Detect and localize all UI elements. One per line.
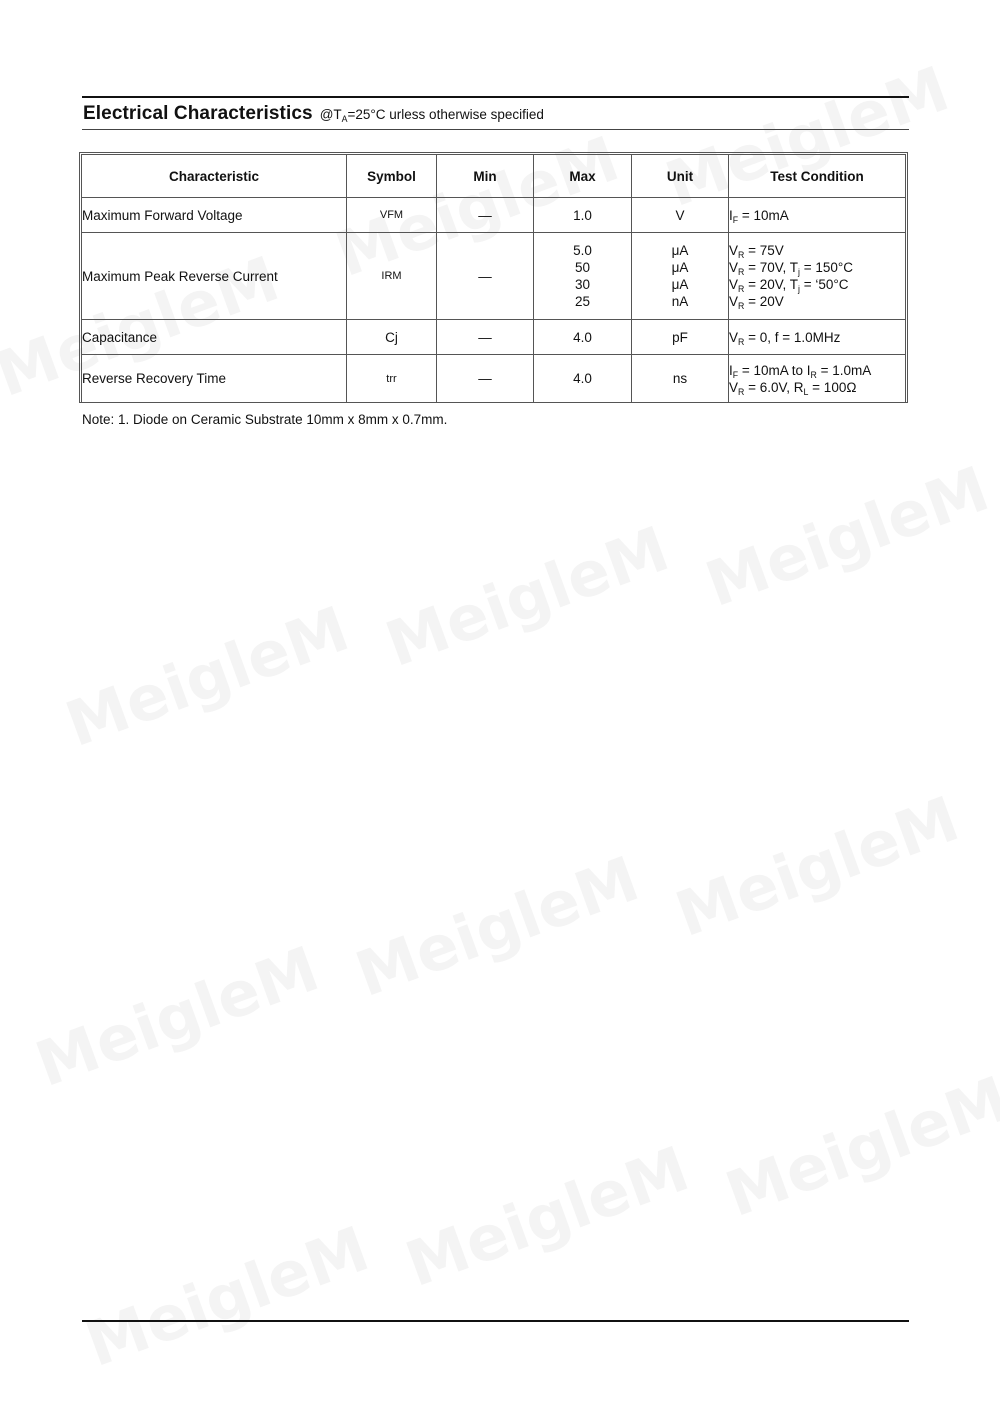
cond-subscript: R — [738, 336, 745, 347]
watermark — [666, 782, 968, 951]
cond-subscript: R — [810, 369, 817, 380]
table-row — [82, 198, 906, 233]
cond-symbol: V — [729, 243, 739, 258]
cond-symbol: I — [729, 207, 733, 223]
cell-test-condition — [729, 198, 906, 233]
unit-value: μA — [671, 277, 689, 292]
watermark — [396, 1132, 698, 1301]
watermark — [376, 512, 678, 681]
max-value: 5.0 — [573, 243, 592, 258]
cell-min: — — [437, 355, 534, 403]
cell-symbol: IRM — [347, 233, 437, 320]
cond-symbol: V — [729, 260, 739, 275]
header-characteristic: Characteristic — [82, 155, 347, 198]
cell-unit: ns — [632, 355, 729, 403]
cond-symbol: I — [729, 362, 733, 378]
cond-subscript: L — [803, 386, 809, 397]
max-value: 50 — [574, 260, 591, 275]
table-row — [82, 233, 906, 320]
condition-suffix: =25°C urless otherwise specified — [347, 107, 544, 122]
characteristics-table — [81, 154, 906, 403]
cell-characteristic: Capacitance — [82, 320, 347, 355]
cond-symbol: V — [729, 277, 739, 292]
condition-line — [729, 242, 905, 259]
cond-text: = 6.0V, R — [744, 379, 804, 395]
cell-symbol: Cj — [347, 320, 437, 355]
table-header-row — [82, 155, 906, 198]
top-rule — [82, 96, 909, 98]
cond-subscript: R — [738, 386, 745, 397]
cell-min: — — [437, 233, 534, 320]
cond-symbol: V — [729, 329, 739, 345]
header-min: Min — [437, 155, 534, 198]
cond-subscript: j — [798, 267, 800, 278]
cond-text: = 150°C — [799, 260, 854, 275]
cond-symbol: V — [729, 294, 739, 309]
cond-text: = 20V — [744, 294, 784, 309]
cond-text: = 0, f = 1.0MHz — [744, 329, 841, 345]
cond-subscript: j — [798, 284, 800, 295]
cond-text: = 75V — [744, 243, 784, 258]
cell-unit: pF — [632, 320, 729, 355]
cond-text: = 10mA — [738, 207, 789, 223]
cond-text: = ‘50°C — [799, 277, 849, 292]
heading-underline — [82, 129, 909, 130]
characteristics-table-frame — [79, 152, 908, 403]
table-note: Note: 1. Diode on Ceramic Substrate 10mm x 8mm x 0.7mm. — [82, 412, 448, 427]
condition-line — [729, 362, 905, 379]
watermark — [716, 1062, 1000, 1231]
cond-subscript: R — [738, 250, 745, 261]
cond-text: = 100Ω — [808, 379, 857, 395]
cond-symbol: V — [729, 379, 739, 395]
cond-subscript: R — [738, 301, 745, 312]
cell-max — [534, 233, 632, 320]
cell-max: 4.0 — [534, 320, 632, 355]
cond-text: = 10mA to I — [738, 362, 811, 378]
section-title: Electrical Characteristics — [83, 103, 313, 124]
cond-text: = 20V, T — [744, 277, 799, 292]
table-row — [82, 320, 906, 355]
condition-line — [729, 276, 905, 293]
section-heading — [83, 103, 544, 125]
watermark — [76, 1212, 378, 1381]
condition-line — [729, 259, 905, 276]
cell-min: — — [437, 198, 534, 233]
cell-max: 4.0 — [534, 355, 632, 403]
cell-symbol: trr — [347, 355, 437, 403]
cell-characteristic: Reverse Recovery Time — [82, 355, 347, 403]
watermark — [56, 592, 358, 761]
watermark — [696, 452, 998, 621]
cell-test-condition — [729, 320, 906, 355]
cell-test-condition — [729, 233, 906, 320]
cell-test-condition — [729, 355, 906, 403]
cond-subscript: R — [738, 284, 745, 295]
cell-max: 1.0 — [534, 198, 632, 233]
cell-unit — [632, 233, 729, 320]
header-test-condition: Test Condition — [729, 155, 906, 198]
watermark — [26, 932, 328, 1101]
max-value: 30 — [574, 277, 591, 292]
bottom-rule — [82, 1320, 909, 1322]
condition-prefix: @T — [319, 107, 342, 122]
max-value: 25 — [574, 294, 591, 309]
cond-subscript: F — [732, 369, 739, 380]
cell-characteristic: Maximum Peak Reverse Current — [82, 233, 347, 320]
condition-subscript: A — [341, 114, 348, 125]
watermark — [346, 842, 648, 1011]
cond-text: = 1.0mA — [816, 362, 872, 378]
condition-line — [729, 379, 905, 396]
section-condition — [319, 107, 544, 125]
cell-characteristic: Maximum Forward Voltage — [82, 198, 347, 233]
cell-unit: V — [632, 198, 729, 233]
unit-value: μA — [671, 243, 689, 258]
unit-value: μA — [671, 260, 689, 275]
header-max: Max — [534, 155, 632, 198]
cell-min: — — [437, 320, 534, 355]
cond-subscript: F — [732, 214, 739, 225]
unit-value: nA — [671, 294, 689, 309]
condition-line — [729, 293, 905, 310]
header-unit: Unit — [632, 155, 729, 198]
table-row — [82, 355, 906, 403]
cell-symbol: VFM — [347, 198, 437, 233]
cond-subscript: R — [738, 267, 745, 278]
header-symbol: Symbol — [347, 155, 437, 198]
cond-text: = 70V, T — [744, 260, 799, 275]
